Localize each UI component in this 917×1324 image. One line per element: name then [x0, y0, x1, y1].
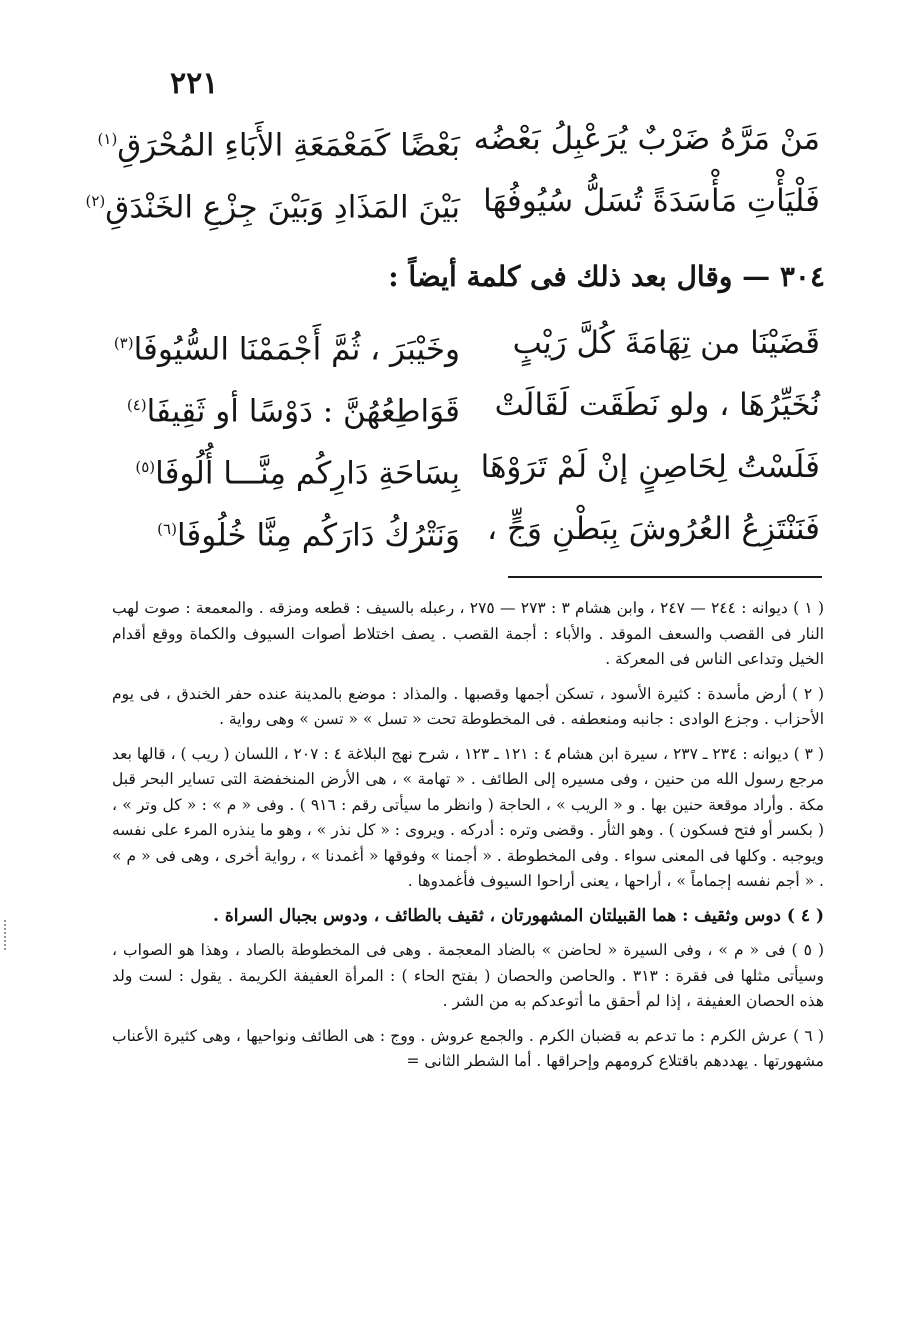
hemistich-text: فَلَسْتُ لِحَاصِنٍ إنْ لَمْ تَرَوْهَا: [480, 449, 820, 485]
verse-first-hemistich: [483, 174, 820, 228]
hemistich-text: وخَيْبَرَ ، ثُمَّ أَجْمَمْنَا السُّيُوفَا: [133, 331, 460, 368]
verse-first-hemistich: [474, 112, 820, 166]
hemistich-text: فَلْيَأْتِ مَأْسَدَةً تُسَلُّ سُيُوفُهَا: [483, 183, 820, 219]
hemistich-text: بِسَاحَةِ دَارِكُم مِنَّـــا أُلُوفَا: [155, 455, 460, 492]
poem-heading: ٣٠٤ — وقال بعد ذلك فى كلمة أيضاً :: [388, 260, 825, 293]
verse-second-hemistich: [125, 378, 460, 438]
footnote-2: ( ٢ ) أرض مأسدة : كثيرة الأسود ، تسكن أجمها وقصبها . والمذاد : موضع بالمدينة عنده حفر الخندق ، فى يوم الأحزاب . وجزع الوادى : جانبه ومنعطفه . فى المخطوطة تحت « تسل » « تسن » وهى رواية .: [112, 684, 824, 728]
hemistich-text: نُخَيِّرُهَا ، ولو نَطَقَت لَقَالَتْ: [494, 387, 820, 423]
margin-speck: [4, 920, 9, 950]
footnote-marker: (٢): [85, 192, 106, 210]
poem-1: [85, 112, 820, 236]
verse: [120, 440, 820, 502]
verse-second-hemistich: [83, 174, 460, 234]
hemistich-text: مَنْ مَرَّهُ ضَرْبٌ يُرَعْبِلُ بَعْضُه: [473, 121, 820, 157]
footnote-marker: (٥): [135, 458, 156, 476]
hemistich-text: بَعْضًا كَمَعْمَعَةِ الأَبَاءِ المُحْرَقِ: [117, 127, 460, 164]
verse-second-hemistich: [133, 440, 460, 500]
footnote-marker: (٤): [126, 396, 147, 414]
verse: [85, 174, 820, 236]
footnote-5: ( ٥ ) فى « م » ، وفى السيرة « لحاضن » بالضاد المعجمة . وهى فى المخطوطة بالصاد ، وهذا هو الصواب ، وسيأتى مثلها فى فقرة : ٣١٣ . والحاصن والحصان ( بفتح الحاء ) : المرأة العفيفة الكريمة . يقول : لست ولد هذه الحصان العفيفة ، إذا لم أحقق ما أتوعدكم به من الشر .: [112, 941, 824, 1010]
verse-second-hemistich: [112, 316, 460, 376]
hemistich-text: وَنَتْرُكُ دَارَكُم مِنَّا خُلُوفَا: [176, 517, 460, 554]
hemistich-text: قَوَاطِعُهُنَّ : دَوْسًا أو ثَقِيفَا: [146, 393, 460, 430]
footnote-4: ( ٤ ) دوس وثقيف : هما القبيلتان المشهورتان ، ثقيف بالطائف ، ودوس بجبال السراة .: [213, 905, 824, 926]
verse-first-hemistich: [495, 378, 820, 432]
footnote-marker: (٣): [113, 334, 134, 352]
poem-2: [113, 316, 820, 564]
page-number: ٢٢١: [170, 66, 219, 101]
verse-first-hemistich: [481, 440, 820, 494]
verse: [113, 316, 820, 378]
verse-second-hemistich: [96, 112, 460, 172]
hemistich-text: بَيْنَ المَذَادِ وَبَيْنَ جِزْعِ الخَنْدَقِ: [105, 189, 460, 226]
footnote-marker: (١): [97, 130, 118, 148]
verse: [120, 378, 820, 440]
verse-first-hemistich: [487, 502, 820, 556]
verse: [120, 502, 820, 564]
verse-second-hemistich: [155, 502, 460, 562]
hemistich-text: قَضَيْنَا من تِهَامَةَ كُلَّ رَيْبٍ: [512, 325, 820, 361]
footnotes: [112, 596, 824, 1084]
footnote-1: ( ١ ) ديوانه : ٢٤٤ — ٢٤٧ ، وابن هشام ٣ : ٢٧٣ — ٢٧٥ ، رعبله بالسيف : قطعه ومزقه . والمعمعة : صوت لهب النار فى القصب والسعف الموقد . والأباء : أجمة القصب . يصف اختلاط أصوات السيوف والكماة ووقع أقدام الخيل وتداعى الناس فى المعركة .: [112, 599, 824, 668]
footnote-marker: (٦): [157, 520, 177, 538]
verse-first-hemistich: [513, 316, 820, 370]
footnote-6: ( ٦ ) عرش الكرم : ما تدعم به قضبان الكرم . والجمع عروش . ووج : هى الطائف ونواحيها ، وهى كثيرة الأعناب مشهورتها . يهددهم باقتلاع كرومهم وإحراقها . أما الشطر الثانى =: [112, 1026, 824, 1070]
footnote-separator-rule: [508, 576, 822, 578]
verse: [97, 112, 820, 174]
hemistich-text: فَنَنْتَزِعُ العُرُوشَ بِبَطْنِ وَجٍّ ،: [487, 511, 820, 547]
footnote-3: ( ٣ ) ديوانه : ٢٣٤ ـ ٢٣٧ ، سيرة ابن هشام ٤ : ١٢١ ـ ١٢٣ ، شرح نهج البلاغة ٤ : ٢٠٧ ، اللسان ( ريب ) ، قالها بعد مرجع رسول الله من حنين ، وفى مسيره إلى الطائف . « تهامة » ، هى الأرض المنخفضة التى تساير البحر قبل مكة . وأراد موقعة حنين بها . و « الريب » ، الحاجة ( وانظر ما سيأتى رقم : ٩١٦ ) . وفى « م » : « كل وتر » ، ( بكسر أو فتح فسكون ) . وهو الثأر . وقضى وتره : أدركه . ويروى : « كل نذر » ، وهو ما ينذره المرء على نفسه ويوجبه . وكلها فى المعنى سواء . وفى المخطوطة . « أجمنا » وفوقها « أغمدنا » ، رواية أخرى ، وهى فى « م » . « أجم نفسه إجماماً » ، أراحها ، يعنى أراحوا السيوف فأغمدوها .: [112, 744, 824, 890]
